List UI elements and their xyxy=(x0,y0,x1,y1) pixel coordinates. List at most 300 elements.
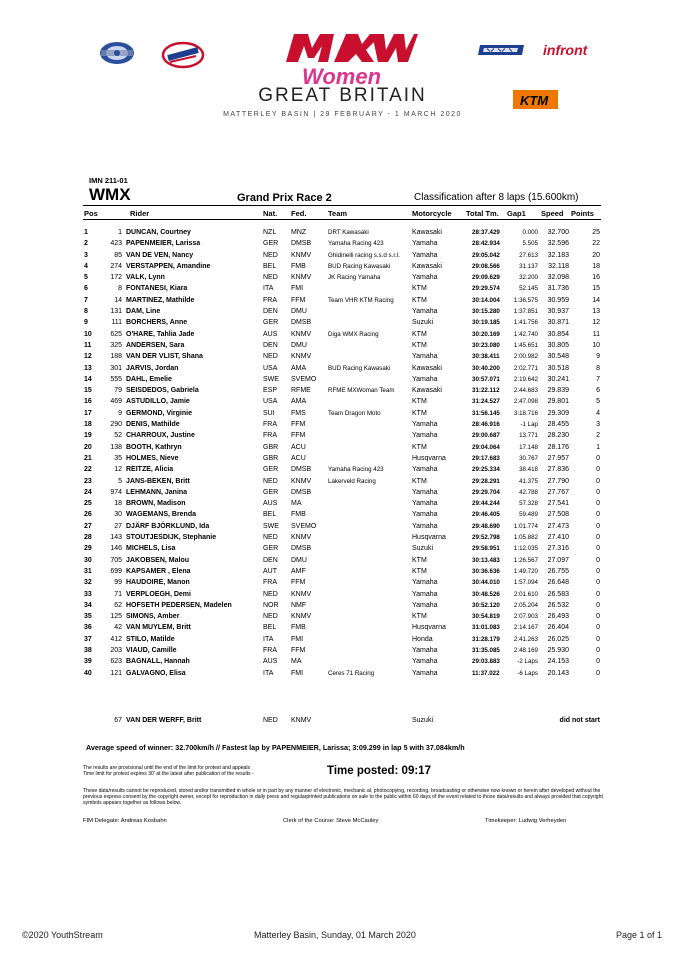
cell-pos: 13 xyxy=(84,364,92,372)
cell-rider: PAPENMEIER, Larissa xyxy=(126,240,201,248)
cell-gap: 38.418 xyxy=(519,466,538,474)
ktm-logo xyxy=(513,90,558,109)
provisional-line-1: The results are provisional until the end of the limit for protest and appeals xyxy=(83,765,251,771)
cell-points: 20 xyxy=(592,251,600,259)
cell-motorcycle: Yamaha xyxy=(412,579,438,587)
fim-delegate: FIM Delegate: Andreas Kosbahn xyxy=(83,818,167,824)
cell-points: 2 xyxy=(596,432,600,440)
table-row xyxy=(0,568,685,579)
table-row xyxy=(0,500,685,511)
dns-nat: NED xyxy=(263,717,278,724)
cell-number: 138 xyxy=(110,443,122,451)
cell-total-time: 29:52.798 xyxy=(472,534,500,542)
cell-fed: FMI xyxy=(291,285,304,293)
cell-speed: 32.596 xyxy=(547,240,569,248)
cell-number: 35 xyxy=(114,454,122,462)
cell-rider: DJÄRF BJÖRKLUND, Ida xyxy=(126,522,210,530)
header-rule-top xyxy=(83,205,601,206)
table-row xyxy=(0,591,685,602)
cell-number: 85 xyxy=(114,251,122,259)
cell-motorcycle: KTM xyxy=(412,398,427,406)
table-row xyxy=(0,229,685,240)
table-row xyxy=(0,478,685,489)
cell-pos: 22 xyxy=(84,466,92,474)
cell-points: 14 xyxy=(592,296,600,304)
cell-points: 0 xyxy=(596,477,600,485)
cell-number: 290 xyxy=(110,421,122,429)
cell-speed: 26.025 xyxy=(547,635,569,643)
cell-nat: NED xyxy=(263,353,278,361)
cell-motorcycle: Yamaha xyxy=(412,488,438,496)
cell-number: 99 xyxy=(114,579,122,587)
col-rider: Rider xyxy=(130,209,150,218)
cell-motorcycle: Suzuki xyxy=(412,319,434,327)
results-table xyxy=(0,229,685,681)
cell-total-time: 29:48.690 xyxy=(472,522,500,530)
table-row xyxy=(0,285,685,296)
cell-gap: 1:26.567 xyxy=(513,556,538,564)
cell-rider: JARVIS, Jordan xyxy=(126,364,179,372)
cell-fed: ACU xyxy=(291,454,306,462)
cell-pos: 32 xyxy=(84,579,92,587)
cell-speed: 32.183 xyxy=(547,251,569,259)
cell-total-time: 29:09.629 xyxy=(472,274,500,282)
cell-nat: FRA xyxy=(263,646,277,654)
cell-nat: BEL xyxy=(263,511,277,519)
cell-nat: FRA xyxy=(263,579,277,587)
cell-gap: 41.375 xyxy=(519,477,538,485)
cell-gap: 1:36.575 xyxy=(513,296,538,304)
table-row xyxy=(0,658,685,669)
dns-motorcycle: Suzuki xyxy=(412,717,434,724)
cell-gap: 1:05.882 xyxy=(513,534,538,542)
infront-logo xyxy=(542,40,592,60)
cell-fed: DMSB xyxy=(291,466,312,474)
cell-fed: FFM xyxy=(291,579,306,587)
cell-speed: 25.930 xyxy=(547,646,569,654)
cell-number: 423 xyxy=(110,240,122,248)
cell-rider: MICHELS, Lisa xyxy=(126,545,176,553)
cell-speed: 26.493 xyxy=(547,613,569,621)
cell-points: 11 xyxy=(592,330,600,338)
cell-nat: FRA xyxy=(263,421,277,429)
cell-pos: 15 xyxy=(84,387,92,395)
cell-number: 5 xyxy=(118,477,122,485)
classification-info: Classification after 8 laps (15.600km) xyxy=(414,192,579,203)
cell-pos: 24 xyxy=(84,488,92,496)
cell-fed: KNMV xyxy=(291,477,312,485)
cell-motorcycle: Yamaha xyxy=(412,308,438,316)
document-code: IMN 211-01 xyxy=(89,176,128,185)
table-row xyxy=(0,240,685,251)
time-posted: Time posted: 09:17 xyxy=(327,765,431,777)
table-row xyxy=(0,432,685,443)
cell-nat: GER xyxy=(263,466,279,474)
cell-gap: 2:00.982 xyxy=(513,353,538,361)
cell-gap: 17.148 xyxy=(519,443,538,451)
svg-text:Women: Women xyxy=(302,64,382,88)
cell-pos: 33 xyxy=(84,590,92,598)
cell-nat: AUS xyxy=(263,330,278,338)
cell-points: 0 xyxy=(596,511,600,519)
col-pos: Pos xyxy=(84,209,98,218)
cell-team: Ceres 71 Racing xyxy=(328,669,375,677)
cell-speed: 30.241 xyxy=(547,375,569,383)
cell-points: 25 xyxy=(592,229,600,236)
cell-points: 5 xyxy=(596,398,600,406)
cell-fed: AMA xyxy=(291,364,307,372)
cell-motorcycle: Kawasaki xyxy=(412,364,442,372)
table-row xyxy=(0,353,685,364)
cell-number: 974 xyxy=(110,488,122,496)
cell-number: 146 xyxy=(110,545,122,553)
mxgp-logo xyxy=(478,42,526,58)
cell-speed: 27.836 xyxy=(547,466,569,474)
cell-pos: 38 xyxy=(84,646,92,654)
cell-motorcycle: KTM xyxy=(412,296,427,304)
cell-team: Team VHR KTM Racing xyxy=(328,296,394,304)
cell-number: 79 xyxy=(114,387,122,395)
cell-speed: 26.532 xyxy=(547,601,569,609)
cell-nat: ITA xyxy=(263,635,274,643)
cell-total-time: 30:52.120 xyxy=(472,601,500,609)
cell-rider: VERPLOEGH, Demi xyxy=(126,590,191,598)
cell-points: 0 xyxy=(596,567,600,575)
table-row xyxy=(0,308,685,319)
table-row xyxy=(0,319,685,330)
cell-number: 12 xyxy=(114,466,122,474)
cell-points: 18 xyxy=(592,262,600,270)
cell-speed: 30.548 xyxy=(547,353,569,361)
cell-points: 15 xyxy=(592,285,600,293)
cell-fed: KNMV xyxy=(291,613,312,621)
cell-team: Diga WMX Racing xyxy=(328,330,379,338)
cell-total-time: 31:35.085 xyxy=(472,646,500,654)
cell-pos: 14 xyxy=(84,375,92,383)
cell-fed: AMA xyxy=(291,398,307,406)
cell-total-time: 30:57.071 xyxy=(472,375,500,383)
cell-nat: AUS xyxy=(263,658,278,666)
cell-motorcycle: Husqvarna xyxy=(412,534,446,542)
cell-total-time: 31:56.145 xyxy=(472,409,500,417)
cell-number: 1 xyxy=(118,229,122,236)
cell-pos: 4 xyxy=(84,262,88,270)
cell-speed: 27.097 xyxy=(547,556,569,564)
cell-fed: FMB xyxy=(291,624,306,632)
cell-motorcycle: KTM xyxy=(412,341,427,349)
cell-pos: 28 xyxy=(84,534,92,542)
dns-fed: KNMV xyxy=(291,717,312,724)
cell-number: 131 xyxy=(110,308,122,316)
table-row xyxy=(0,624,685,635)
cell-total-time: 29:46.405 xyxy=(472,511,500,519)
table-row xyxy=(0,421,685,432)
cell-rider: BAGNALL, Hannah xyxy=(126,658,190,666)
cell-speed: 27.541 xyxy=(547,500,569,508)
cell-total-time: 30:36.636 xyxy=(472,567,500,575)
cell-rider: KAPSAMER , Elena xyxy=(126,567,191,575)
cell-rider: BORCHERS, Anne xyxy=(126,319,188,327)
table-row xyxy=(0,376,685,387)
clerk-of-course: Clerk of the Course: Steve McCauley xyxy=(283,818,379,824)
cell-speed: 31.736 xyxy=(547,285,569,293)
table-row xyxy=(0,670,685,681)
cell-speed: 26.404 xyxy=(547,624,569,632)
cell-pos: 23 xyxy=(84,477,92,485)
cell-points: 0 xyxy=(596,624,600,632)
cell-rider: STILO, Matilde xyxy=(126,635,175,643)
cell-total-time: 29:08.566 xyxy=(472,262,500,270)
cell-pos: 36 xyxy=(84,624,92,632)
cell-motorcycle: Yamaha xyxy=(412,274,438,282)
cell-points: 3 xyxy=(596,421,600,429)
cell-team: Lakerveld Racing xyxy=(328,477,376,485)
footer-page: Page 1 of 1 xyxy=(616,930,663,940)
dns-status: did not start xyxy=(559,717,600,724)
cell-points: 8 xyxy=(596,364,600,372)
table-row xyxy=(0,274,685,285)
cell-fed: DMU xyxy=(291,556,307,564)
table-row xyxy=(0,489,685,500)
cell-motorcycle: Kawasaki xyxy=(412,387,442,395)
col-team: Team xyxy=(328,209,348,218)
cell-rider: DAHL, Emelie xyxy=(126,375,172,383)
cell-points: 9 xyxy=(596,353,600,361)
cell-motorcycle: Yamaha xyxy=(412,466,438,474)
cell-number: 625 xyxy=(110,330,122,338)
cell-pos: 19 xyxy=(84,432,92,440)
cell-motorcycle: Yamaha xyxy=(412,669,438,677)
cell-motorcycle: Yamaha xyxy=(412,601,438,609)
cell-speed: 28.230 xyxy=(547,432,569,440)
footer-copyright: ©2020 YouthStream xyxy=(22,930,103,940)
cell-speed: 30.805 xyxy=(547,341,569,349)
cell-total-time: 30:23.080 xyxy=(472,341,500,349)
col-speed: Speed xyxy=(541,209,564,218)
race-title: Grand Prix Race 2 xyxy=(237,192,332,204)
cell-speed: 26.648 xyxy=(547,579,569,587)
table-row xyxy=(0,297,685,308)
cell-total-time: 29:29.574 xyxy=(472,285,500,293)
cell-speed: 27.508 xyxy=(547,511,569,519)
cell-total-time: 31:28.179 xyxy=(472,635,500,643)
cell-fed: NMF xyxy=(291,601,307,609)
cell-gap: 30.767 xyxy=(519,454,538,462)
cell-fed: DMU xyxy=(291,308,307,316)
cell-rider: GALVAGNO, Elisa xyxy=(126,669,186,677)
cell-points: 0 xyxy=(596,522,600,530)
cell-rider: VIAUD, Camille xyxy=(126,646,177,654)
cell-fed: KNMV xyxy=(291,330,312,338)
cell-rider: HOFSETH PEDERSEN, Madelen xyxy=(126,601,232,609)
cell-nat: AUS xyxy=(263,500,278,508)
cell-points: 10 xyxy=(592,341,600,349)
cell-motorcycle: Yamaha xyxy=(412,353,438,361)
cell-pos: 31 xyxy=(84,567,92,575)
cell-points: 0 xyxy=(596,500,600,508)
cell-number: 699 xyxy=(110,567,122,575)
cell-number: 42 xyxy=(114,624,122,632)
table-row xyxy=(0,365,685,376)
cell-nat: GBR xyxy=(263,443,279,451)
class-name: WMX xyxy=(89,185,131,204)
cell-nat: FRA xyxy=(263,296,277,304)
cell-points: 0 xyxy=(596,545,600,553)
cell-total-time: 30:19.185 xyxy=(472,319,500,327)
cell-points: 0 xyxy=(596,488,600,496)
dns-row xyxy=(0,717,685,728)
cell-fed: ACU xyxy=(291,443,306,451)
cell-motorcycle: Yamaha xyxy=(412,500,438,508)
col-nat: Nat. xyxy=(263,209,278,218)
cell-gap: 2:44.683 xyxy=(513,387,538,395)
cell-points: 4 xyxy=(596,409,600,417)
cell-number: 52 xyxy=(114,432,122,440)
table-row xyxy=(0,466,685,477)
table-row xyxy=(0,545,685,556)
cell-rider: JAKOBSEN, Malou xyxy=(126,556,190,564)
cell-points: 0 xyxy=(596,556,600,564)
cell-rider: SEISDEDOS, Gabriela xyxy=(126,387,199,395)
cell-pos: 40 xyxy=(84,669,92,677)
cell-fed: DMSB xyxy=(291,319,312,327)
cell-pos: 8 xyxy=(84,308,88,316)
cell-gap: 1:37.851 xyxy=(513,308,538,316)
cell-nat: ESP xyxy=(263,387,278,395)
table-row xyxy=(0,523,685,534)
cell-fed: DMSB xyxy=(291,488,312,496)
cell-nat: NED xyxy=(263,590,278,598)
cell-speed: 29.309 xyxy=(547,409,569,417)
cell-team: RFME MXWoman Team xyxy=(328,387,395,395)
cell-team: Ghidinelli racing s.s.d s.r.l. xyxy=(328,251,400,259)
col-gap: Gap1 xyxy=(507,209,526,218)
cell-gap: 2:19.642 xyxy=(513,375,538,383)
cell-rider: HOLMES, Nieve xyxy=(126,454,179,462)
cell-points: 0 xyxy=(596,613,600,621)
cell-number: 14 xyxy=(114,296,122,304)
cell-total-time: 29:00.687 xyxy=(472,432,500,440)
cell-number: 469 xyxy=(110,398,122,406)
cell-fed: FFM xyxy=(291,646,306,654)
cell-number: 143 xyxy=(110,534,122,542)
cell-nat: NED xyxy=(263,274,278,282)
cell-motorcycle: KTM xyxy=(412,285,427,293)
cell-number: 188 xyxy=(110,353,122,361)
cell-gap: 1:45.651 xyxy=(513,341,538,349)
cell-rider: VERSTAPPEN, Amandine xyxy=(126,262,211,270)
cell-speed: 26.583 xyxy=(547,590,569,598)
cell-number: 30 xyxy=(114,511,122,519)
cell-nat: GER xyxy=(263,319,279,327)
provisional-note xyxy=(83,765,313,777)
cell-gap: 1:42.740 xyxy=(513,330,538,338)
cell-pos: 29 xyxy=(84,545,92,553)
cell-speed: 20.143 xyxy=(547,669,569,677)
cell-motorcycle: Honda xyxy=(412,635,433,643)
cell-speed: 29.801 xyxy=(547,398,569,406)
cell-nat: ITA xyxy=(263,669,274,677)
table-row xyxy=(0,636,685,647)
cell-total-time: 29:05.042 xyxy=(472,251,500,259)
cell-motorcycle: Yamaha xyxy=(412,658,438,666)
table-row xyxy=(0,511,685,522)
cell-speed: 30.518 xyxy=(547,364,569,372)
cell-gap: 3:18.716 xyxy=(513,409,538,417)
cell-points: 0 xyxy=(596,534,600,542)
cell-team: Team Dragon Moto xyxy=(328,409,381,417)
cell-number: 203 xyxy=(110,646,122,654)
cell-fed: AMF xyxy=(291,567,306,575)
cell-pos: 17 xyxy=(84,409,92,417)
cell-rider: O'HARE, Tahlia Jade xyxy=(126,330,195,338)
cell-fed: DMU xyxy=(291,341,307,349)
cell-speed: 27.316 xyxy=(547,545,569,553)
cell-gap: 1:41.756 xyxy=(513,319,538,327)
cell-total-time: 29:04.064 xyxy=(472,443,500,451)
cell-speed: 30.959 xyxy=(547,296,569,304)
cell-total-time: 29:03.883 xyxy=(472,658,500,666)
cell-pos: 18 xyxy=(84,421,92,429)
cell-speed: 28.455 xyxy=(547,421,569,429)
cell-nat: BEL xyxy=(263,262,277,270)
table-row xyxy=(0,647,685,658)
cell-number: 27 xyxy=(114,522,122,530)
table-row xyxy=(0,534,685,545)
cell-nat: NED xyxy=(263,613,278,621)
cell-total-time: 31:24.527 xyxy=(472,398,500,406)
cell-number: 705 xyxy=(110,556,122,564)
cell-speed: 27.790 xyxy=(547,477,569,485)
cell-gap: 59.489 xyxy=(519,511,538,519)
cell-fed: MA xyxy=(291,658,302,666)
cell-total-time: 29:44.244 xyxy=(472,500,500,508)
mxw-women-logo xyxy=(268,28,418,88)
cell-fed: KNMV xyxy=(291,274,312,282)
svg-text:infront: infront xyxy=(543,42,588,58)
cell-number: 274 xyxy=(110,262,122,270)
cell-gap: 2:47.098 xyxy=(513,398,538,406)
cell-fed: FFM xyxy=(291,296,306,304)
cell-points: 12 xyxy=(592,319,600,327)
cell-total-time: 29:28.291 xyxy=(472,477,500,485)
cell-rider: VAN MUYLEM, Britt xyxy=(126,624,191,632)
cell-number: 62 xyxy=(114,601,122,609)
cell-rider: DUNCAN, Courtney xyxy=(126,229,191,236)
cell-nat: DEN xyxy=(263,341,278,349)
cell-points: 0 xyxy=(596,454,600,462)
cell-total-time: 31:01.083 xyxy=(472,624,500,632)
cell-nat: GER xyxy=(263,488,279,496)
cell-motorcycle: Kawasaki xyxy=(412,262,442,270)
cell-team: DRT Kawasaki xyxy=(328,229,369,236)
cell-gap: 32.200 xyxy=(519,274,538,282)
cell-points: 13 xyxy=(592,308,600,316)
cell-nat: NED xyxy=(263,534,278,542)
cell-nat: NZL xyxy=(263,229,277,236)
race-summary: Average speed of winner: 32.700km/h // Fastest lap by PAPENMEIER, Larissa; 3:09.299 in lap 5 with 37.084km/h xyxy=(86,743,465,752)
cell-motorcycle: Kawasaki xyxy=(412,229,442,236)
cell-gap: 1:57.094 xyxy=(513,579,538,587)
table-row xyxy=(0,579,685,590)
cell-nat: NOR xyxy=(263,601,279,609)
cell-motorcycle: Yamaha xyxy=(412,421,438,429)
cell-rider: BROWN, Madison xyxy=(126,500,186,508)
cell-team: BUD Racing Kawasaki xyxy=(328,262,391,270)
cell-gap: 31.137 xyxy=(519,262,538,270)
cell-nat: GER xyxy=(263,545,279,553)
cell-motorcycle: Husqvarna xyxy=(412,454,446,462)
